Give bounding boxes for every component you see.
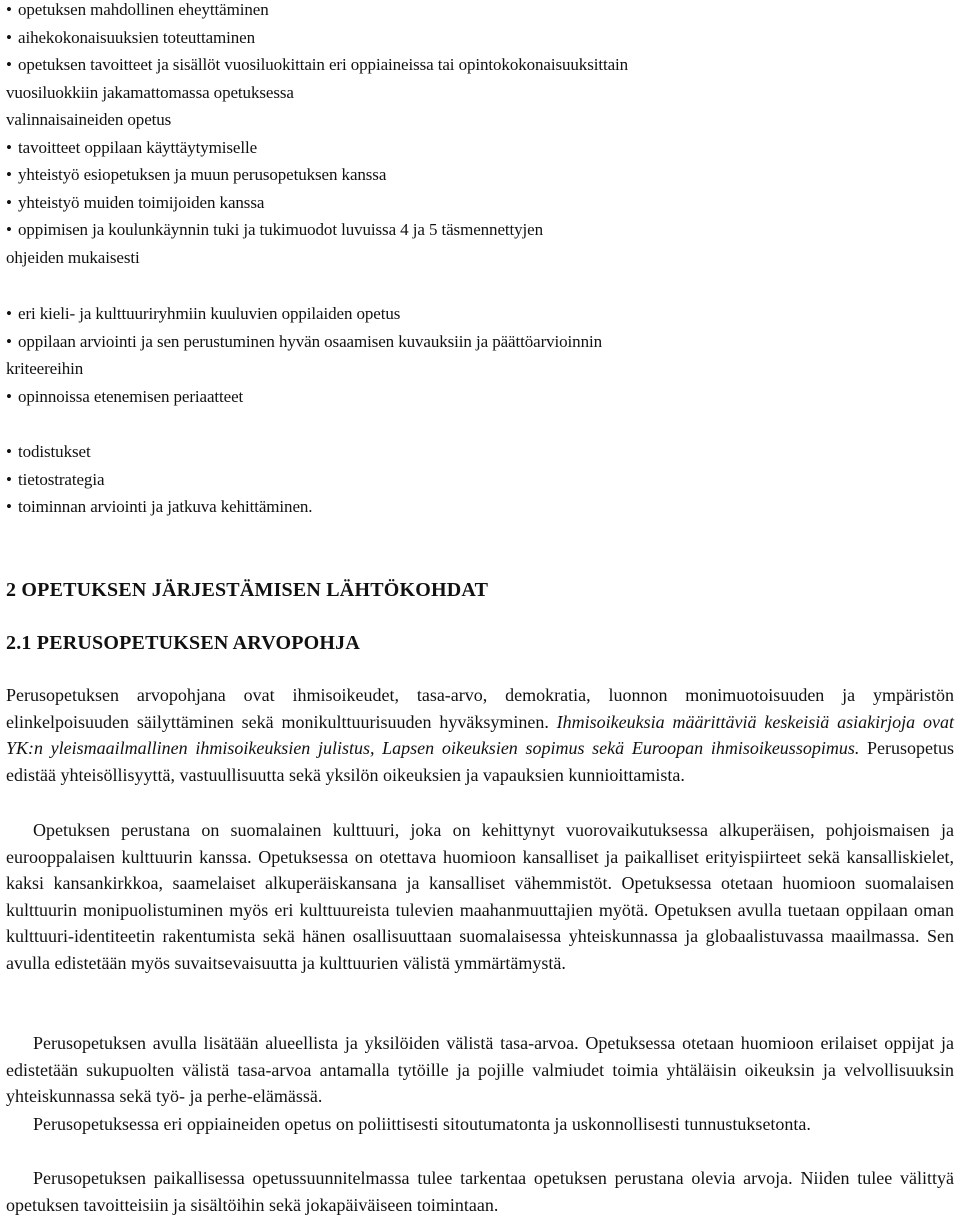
bullet-icon: • bbox=[6, 137, 12, 157]
bullet-text: toiminnan arviointi ja jatkuva kehittäminen. bbox=[18, 497, 313, 516]
bullet-item bbox=[6, 55, 628, 75]
bullet-text: opetuksen mahdollinen eheyttäminen bbox=[18, 0, 269, 19]
bullet-text: eri kieli- ja kulttuuriryhmiin kuuluvien oppilaiden opetus bbox=[18, 304, 401, 323]
paragraph-text: Perusopetuksen arvopohjana ovat ihmisoikeudet, tasa-arvo, demokratia, luonnon monimuotoisuuden ja ympäristön elinkelpoisuuden säilyttäminen sekä monikulttuurisuuden hyväksyminen. bbox=[6, 685, 954, 732]
bullet-item bbox=[6, 138, 257, 158]
bullet-text: vuosiluokkiin jakamattomassa opetuksessa bbox=[6, 82, 294, 102]
paragraph-italic-text: Ihmisoikeuksia määrittäviä keskeisiä asiakirjoja ovat YK:n yleismaailmallinen ihmisoikeuksien julistus, Lapsen oikeuksien sopimus sekä Euroopan ihmisoikeussopimus. bbox=[6, 711, 955, 758]
bullet-item bbox=[6, 0, 269, 20]
bullet-item bbox=[6, 497, 312, 517]
bullet-icon: • bbox=[6, 220, 12, 239]
bullet-icon: • bbox=[6, 27, 12, 47]
bullet-text: yhteistyö muiden toimijoiden kanssa bbox=[18, 192, 265, 212]
bullet-icon: • bbox=[6, 304, 12, 323]
bullet-item bbox=[6, 332, 602, 352]
bullet-text: todistukset bbox=[18, 442, 91, 461]
paragraph-culture: Opetuksen perustana on suomalainen kulttuuri, joka on kehittynyt vuorovaikutuksessa alkuperäisen, pohjoismaisen ja eurooppalaisen kulttuurin kanssa. Opetuksessa on otettava huomioon kansalliset ja paikalliset erityispiirteet sekä kansalliskielet, kaksi kansankirkkoa, saamelaiset alkuperäiskansana ja kansalliset vähemmistöt. Opetuksessa otetaan huomioon suomalaisen kulttuurin monipuolistuminen myös eri kulttuureista tulevien maahanmuuttajien myötä. Opetuksen avulla tuetaan oppilaan oman kulttuuri-identiteetin rakentumista sekä hänen osallisuuttaan suomalaisessa yhteiskunnassa ja globaalistuvassa maailmassa. Sen avulla edistetään myös suvaitsevaisuutta ja kulttuurien välistä ymmärtämystä. bbox=[6, 820, 954, 973]
bullet-item bbox=[6, 165, 386, 185]
bullet-item bbox=[6, 193, 264, 213]
bullet-item bbox=[6, 387, 243, 407]
bullet-text: kriteereihin bbox=[6, 359, 84, 378]
bullet-text: yhteistyö esiopetuksen ja muun perusopetuksen kanssa bbox=[18, 165, 387, 184]
bullet-item bbox=[6, 304, 400, 324]
bullet-text: aihekokonaisuuksien toteuttaminen bbox=[18, 27, 256, 47]
bullet-text: oppimisen ja koulunkäynnin tuki ja tukimuodot luvuissa 4 ja 5 täsmennettyjen bbox=[18, 220, 544, 239]
bullet-continuation bbox=[6, 83, 294, 103]
bullet-continuation bbox=[6, 359, 83, 379]
bullet-icon: • bbox=[6, 442, 12, 461]
bullet-icon: • bbox=[6, 331, 12, 351]
paragraph-neutrality: Perusopetuksessa eri oppiaineiden opetus on poliittisesti sitoutumatonta ja uskonnollisesti tunnustuksetonta. bbox=[33, 1114, 811, 1134]
bullet-icon: • bbox=[6, 386, 12, 406]
paragraph-values bbox=[6, 682, 954, 788]
bullet-icon: • bbox=[6, 497, 12, 516]
bullet-item bbox=[6, 442, 91, 462]
bullet-text: tavoitteet oppilaan käyttäytymiselle bbox=[18, 137, 258, 157]
bullet-text: opetuksen tavoitteet ja sisällöt vuosiluokittain eri oppiaineissa tai opintokokonaisuuksittain bbox=[18, 55, 629, 74]
bullet-icon: • bbox=[6, 469, 12, 489]
bullet-continuation bbox=[6, 110, 171, 130]
bullet-icon: • bbox=[6, 192, 12, 212]
bullet-text: opinnoissa etenemisen periaatteet bbox=[18, 386, 244, 406]
bullet-item bbox=[6, 220, 543, 240]
bullet-text: ohjeiden mukaisesti bbox=[6, 247, 140, 267]
bullet-item bbox=[6, 28, 255, 48]
bullet-text: oppilaan arviointi ja sen perustuminen hyvän osaamisen kuvauksiin ja päättöarvioinnin bbox=[18, 331, 603, 351]
paragraph-text: Perusopetus edistää yhteisöllisyyttä, vastuullisuutta sekä yksilön oikeuksien ja vapauksien kunnioittamista. bbox=[6, 738, 954, 785]
bullet-icon: • bbox=[6, 0, 12, 19]
bullet-item bbox=[6, 470, 104, 490]
bullet-icon: • bbox=[6, 55, 12, 74]
bullet-text: valinnaisaineiden opetus bbox=[6, 110, 172, 129]
bullet-text: tietostrategia bbox=[18, 469, 105, 489]
paragraph-local-curriculum: Perusopetuksen paikallisessa opetussuunnitelmassa tulee tarkentaa opetuksen perustana olevia arvoja. Niiden tulee välittyä opetuksen tavoitteisiin ja sisältöihin sekä jokapäiväiseen toimintaan. bbox=[6, 1168, 954, 1215]
section-heading: 2.1 PERUSOPETUKSEN ARVOPOHJA bbox=[6, 632, 360, 654]
chapter-heading: 2 OPETUKSEN JÄRJESTÄMISEN LÄHTÖKOHDAT bbox=[6, 579, 489, 601]
bullet-icon: • bbox=[6, 165, 12, 184]
bullet-continuation bbox=[6, 248, 140, 268]
paragraph-equality: Perusopetuksen avulla lisätään alueellista ja yksilöiden välistä tasa-arvoa. Opetuksessa otetaan huomioon erilaiset oppijat ja edistetään sukupuolten välistä tasa-arvoa antamalla tytöille ja pojille valmiudet toimia yhtäläisin oikeuksin ja velvollisuuksin yhteiskunnassa sekä työ- ja perhe-elämässä. bbox=[6, 1033, 954, 1106]
